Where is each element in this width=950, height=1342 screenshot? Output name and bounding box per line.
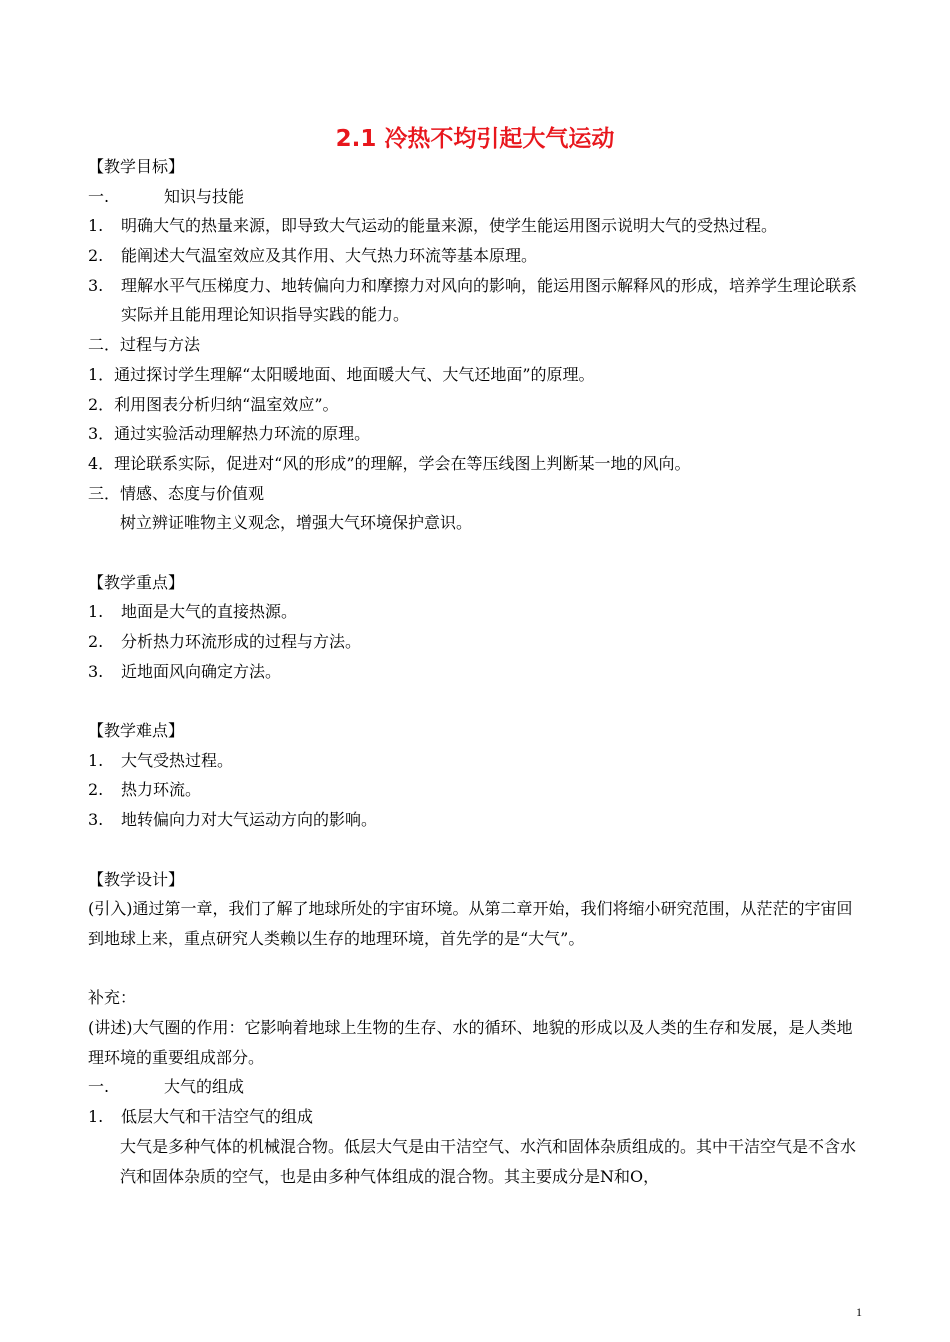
knowledge-item-1-number: 1.: [88, 216, 104, 236]
section-header-key-points: 【教学重点】: [88, 572, 185, 592]
difficulty-1-text: 大气受热过程。: [121, 750, 234, 770]
knowledge-item-3-text: 理解水平气压梯度力、地转偏向力和摩擦力对风向的影响，能运用图示解释风的形成，培养学生理论联系实际并且能用理论知识指导实践的能力。: [121, 275, 858, 325]
intro-paragraph: (引入)通过第一章，我们了解了地球所处的宇宙环境。从第二章开始，我们将缩小研究范围，从茫茫的宇宙回到地球上来，重点研究人类赖以生存的地理环境，首先学的是“大气”。: [88, 899, 853, 948]
section-header-goals: 【教学目标】: [88, 157, 185, 176]
key-point-1-number: 1.: [88, 602, 104, 622]
process-item-1: 1．通过探讨学生理解“太阳暖地面、地面暖大气、大气还地面”的原理。: [88, 364, 595, 384]
spacer: [88, 835, 868, 865]
key-point-1: [88, 597, 868, 627]
supplement-label: 补充：: [88, 988, 137, 1008]
knowledge-item-3: [88, 271, 868, 330]
key-point-3: [88, 657, 868, 687]
knowledge-item-1: [88, 211, 868, 241]
composition-heading: [88, 1072, 868, 1102]
composition-item-1: [88, 1102, 868, 1132]
spacer: [88, 538, 868, 568]
spacer: [88, 954, 868, 984]
composition-item-1-title: 低层大气和干洁空气的组成: [121, 1107, 314, 1127]
difficulty-2-text: 热力环流。: [121, 780, 202, 800]
goal-process-heading: 二．过程与方法: [88, 335, 201, 355]
knowledge-item-2: [88, 241, 868, 271]
goal-knowledge-title: 知识与技能: [164, 186, 245, 206]
process-item-2: 2．利用图表分析归纳“温室效应”。: [88, 394, 339, 414]
difficulty-1: [88, 746, 868, 776]
difficulty-3: [88, 805, 868, 835]
difficulty-3-number: 3.: [88, 810, 104, 830]
goal-knowledge-number: 一.: [88, 186, 110, 206]
key-point-3-number: 3.: [88, 661, 104, 681]
key-point-2-text: 分析热力环流形成的过程与方法。: [121, 632, 362, 652]
key-point-1-text: 地面是大气的直接热源。: [121, 602, 298, 622]
section-header-design: 【教学设计】: [88, 869, 185, 889]
difficulty-2-number: 2.: [88, 780, 104, 800]
lecture-paragraph: (讲述)大气圈的作用：它影响着地球上生物的生存、水的循环、地貌的形成以及人类的生存和发展，是人类地理环境的重要组成部分。: [88, 1018, 853, 1067]
composition-item-1-number: 1.: [88, 1107, 104, 1127]
key-point-2: [88, 627, 868, 657]
difficulty-2: [88, 775, 868, 805]
document-body: [88, 152, 868, 1191]
knowledge-item-3-number: 3.: [88, 275, 104, 295]
page-number: 1: [856, 1305, 862, 1319]
key-point-3-text: 近地面风向确定方法。: [121, 661, 282, 681]
values-item-1: 树立辨证唯物主义观念，增强大气环境保护意识。: [120, 513, 473, 533]
composition-number: 一.: [88, 1077, 110, 1097]
composition-title: 大气的组成: [164, 1077, 245, 1097]
process-item-3: 3．通过实验活动理解热力环流的原理。: [88, 424, 371, 444]
page-title: 2.1 冷热不均引起大气运动: [335, 126, 615, 152]
difficulty-1-number: 1.: [88, 750, 104, 770]
spacer: [88, 686, 868, 716]
process-item-4: 4．理论联系实际，促进对“风的形成”的理解，学会在等压线图上判断某一地的风向。: [88, 453, 691, 473]
knowledge-item-1-text: 明确大气的热量来源，即导致大气运动的能量来源，使学生能运用图示说明大气的受热过程。: [121, 216, 778, 236]
composition-item-1-body: 大气是多种气体的机械混合物。低层大气是由干洁空气、水汽和固体杂质组成的。其中干洁空气是不含水汽和固体杂质的空气，也是由多种气体组成的混合物。其主要成分是N和O，: [120, 1136, 857, 1186]
key-point-2-number: 2.: [88, 632, 104, 652]
difficulty-3-text: 地转偏向力对大气运动方向的影响。: [121, 810, 378, 830]
section-header-difficulties: 【教学难点】: [88, 721, 185, 741]
knowledge-item-2-number: 2.: [88, 246, 104, 266]
knowledge-item-2-text: 能阐述大气温室效应及其作用、大气热力环流等基本原理。: [121, 246, 538, 266]
goal-values-heading: 三．情感、态度与价值观: [88, 483, 265, 503]
goal-knowledge-heading: [88, 182, 868, 212]
